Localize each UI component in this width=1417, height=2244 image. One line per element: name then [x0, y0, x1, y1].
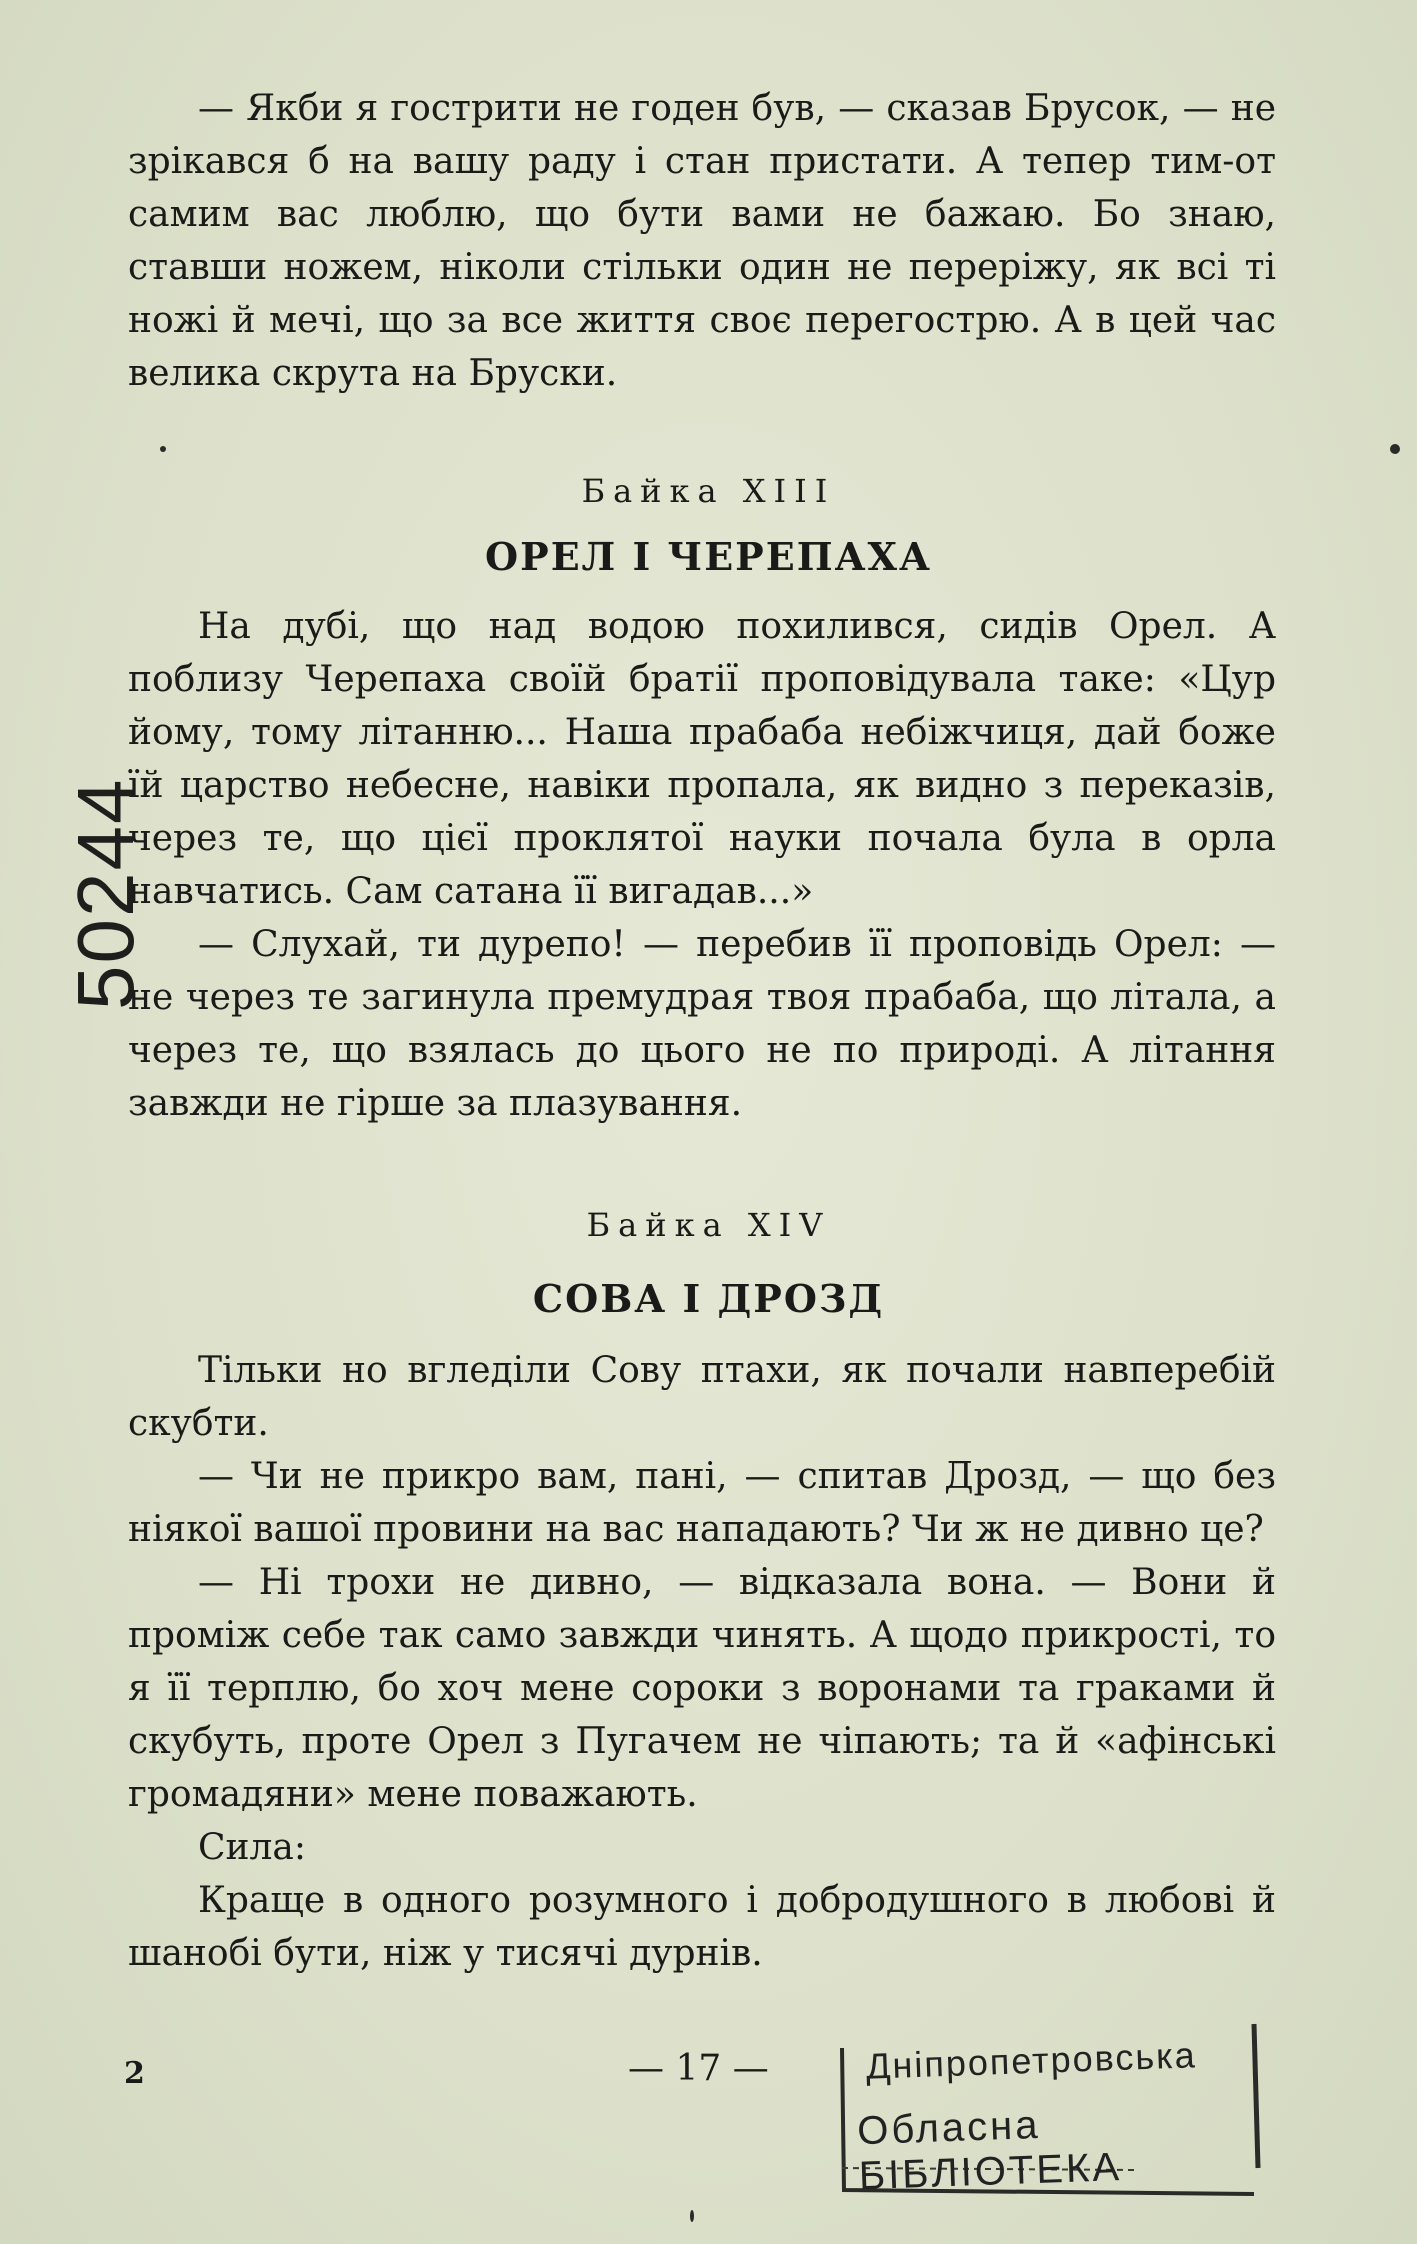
- paragraph: — Якби я гострити не годен був, — сказав Брусок, — не зрікався б на вашу раду і стан пристати. А тепер тим-от самим вас люблю, що бути вами не бажаю. Бо знаю, ставши ножем, ніколи стільки один не переріжу, як всі ті ножі й мечі, що за все життя своє перегострю. А в цей час велика скрута на Бруски.: [128, 88, 1276, 394]
- fable-xiv-title: СОВА І ДРОЗД: [532, 1276, 885, 1321]
- moral-text: Краще в одного розумного і добродушного в любові й шанобі бути, ніж у тисячі дурнів.: [128, 1880, 1276, 1974]
- paragraph: — Чи не прикро вам, пані, — спитав Дрозд, — що без ніякої вашої провини на вас нападають? Чи ж не дивно це?: [128, 1456, 1276, 1550]
- stamp-line-city: Дніпропетровська: [865, 2034, 1198, 2087]
- paragraph: — Ні трохи не дивно, — відказала вона. — Вони й проміж себе так само завжди чинять. А щодо прикрості, то я її терплю, бо хоч мене сороки з воронами та граками й скубуть, проте Орел з Пугачем не чіпають; та й «афінські громадяни» мене поважають.: [128, 1562, 1276, 1815]
- page-number: — 17 —: [628, 2048, 769, 2089]
- scan-speck: [690, 2210, 694, 2222]
- moral-label: Сила:: [198, 1827, 306, 1868]
- fable-xiii-title: ОРЕЛ І ЧЕРЕПАХА: [485, 534, 932, 579]
- library-stamp: [836, 2018, 1272, 2198]
- stamp-line-library: Обласна БІБЛІОТЕКА: [856, 2102, 1123, 2199]
- scan-speck: [160, 446, 166, 452]
- paragraph: — Слухай, ти дурепо! — перебив її проповідь Орел: — не через те загинула премудрая твоя прабаба, що літала, а через те, що взялась до цього не по природі. А літання завжди не гірше за плазування.: [128, 924, 1276, 1124]
- paragraph: На дубі, що над водою похилився, сидів Орел. А поблизу Черепаха своїй братії проповідувала таке: «Цур йому, тому літанню... Наша прабаба небіжчиця, дай боже їй царство небесне, навіки пропала, як видно з переказів, через те, що цієї проклятої науки почала була в орла навчатись. Сам сатана її вигадав...»: [128, 606, 1276, 912]
- fable-xiv-body: [128, 1344, 1276, 1980]
- fable-xiii-label: Байка XIII: [581, 472, 836, 510]
- paragraph: Тільки но вгледіли Сову птахи, як почали навперебій скубти.: [128, 1350, 1276, 1444]
- signature-mark: 2: [124, 2056, 145, 2091]
- scan-speck: [1390, 444, 1400, 454]
- margin-inventory-number: 50244: [61, 777, 150, 1010]
- fable-xiii-body: [128, 600, 1276, 1130]
- fable-xii-ending: [128, 82, 1276, 400]
- fable-xiv-label: Байка XIV: [586, 1206, 831, 1244]
